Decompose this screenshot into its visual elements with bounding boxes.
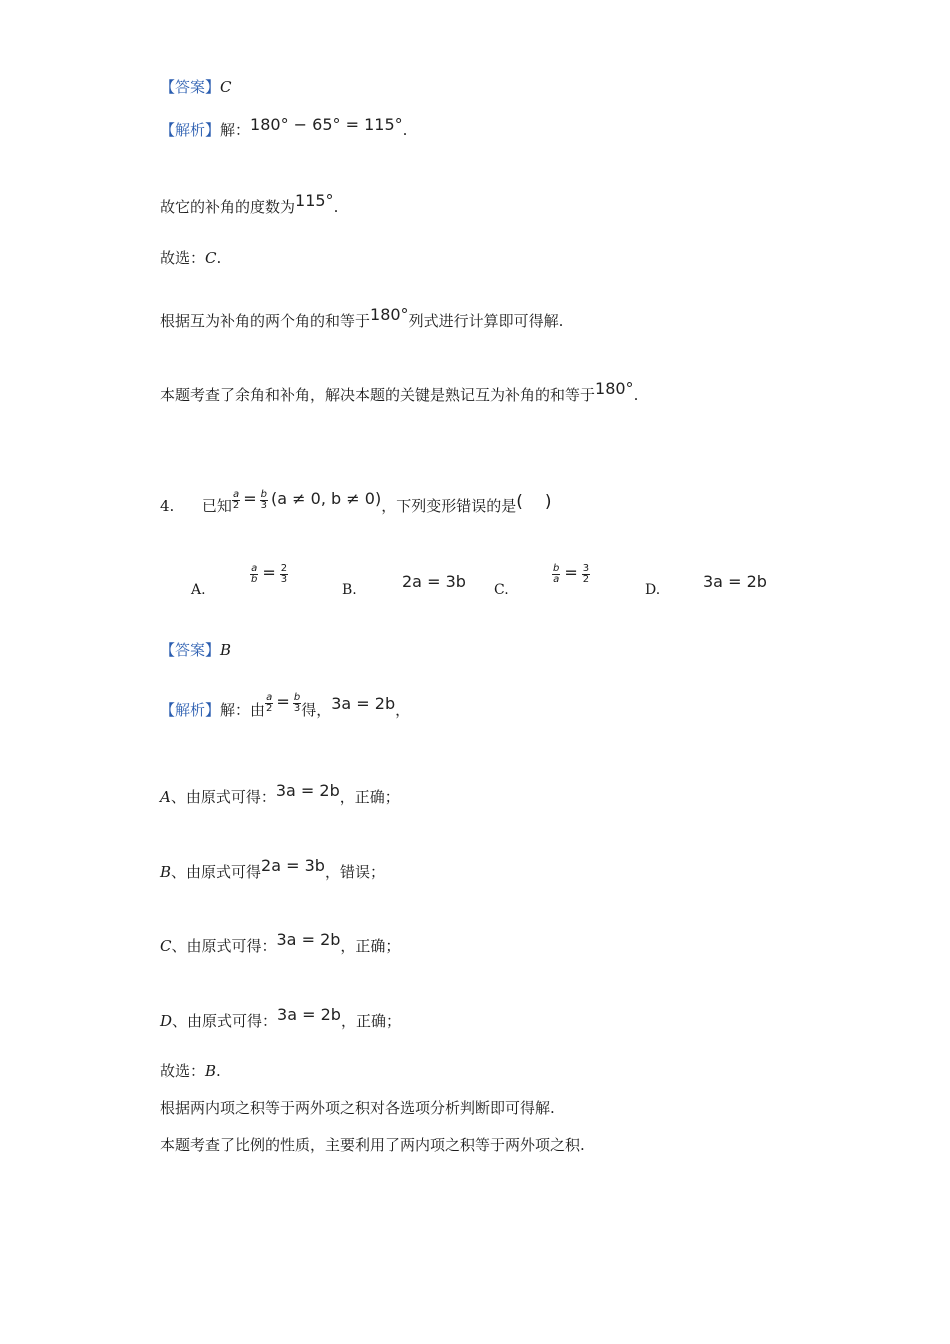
option-c-expression: $\frac{b}{a}$ = $\frac{3}{2}$ xyxy=(553,562,590,585)
select-text: 故选： xyxy=(160,249,206,267)
answer-paren-close: ) xyxy=(544,492,552,512)
period: . xyxy=(216,249,222,267)
fraction-b-over-3: $\frac{b}{3}$ xyxy=(260,488,268,511)
option-d-letter: D. xyxy=(645,582,661,598)
method-value: 180° xyxy=(370,305,409,324)
q4-analysis-line xyxy=(160,691,411,722)
method-text-b: 列式进行计算即可得解. xyxy=(408,312,564,330)
analysis-given-equation: $\frac{a}{2}$ = $\frac{b}{3}$ xyxy=(266,691,301,714)
supplement-value: 115° xyxy=(295,191,334,210)
eval-item-c: C、由原式可得：3a = 2b，正确； xyxy=(160,930,401,955)
given-condition: (a ≠ 0, b ≠ 0) xyxy=(271,489,382,508)
period: . xyxy=(402,121,408,139)
answer-paren-open: ( xyxy=(516,492,523,512)
comment-value: 180° xyxy=(595,379,634,398)
given-equation: $\frac{a}{2}$ = $\frac{b}{3}$ (a ≠ 0, b ≠ 0) xyxy=(232,488,382,511)
question-number: 4. xyxy=(160,497,175,515)
eval-item-d: D、由原式可得：3a = 2b，正确； xyxy=(160,1005,401,1030)
de-text: 得， xyxy=(301,701,332,719)
period: . xyxy=(333,198,339,216)
q3-select-line xyxy=(160,248,221,268)
solution-prefix: 解： xyxy=(220,121,251,139)
analysis-tag: 【解析】 xyxy=(160,121,221,139)
q4-method-line: 根据两内项之积等于两外项之积对各选项分析判断即可得解. xyxy=(160,1099,555,1117)
q4-stem xyxy=(160,488,552,518)
q3-method-line xyxy=(160,305,564,331)
q3-answer-line xyxy=(160,77,232,97)
analysis-tag: 【解析】 xyxy=(160,701,221,719)
answer-value: B xyxy=(220,641,232,659)
solution-prefix: 解：由 xyxy=(220,701,266,719)
option-c-letter: C. xyxy=(494,582,509,598)
option-b-expression: 2a = 3b xyxy=(402,572,466,591)
option-d-expression: 3a = 2b xyxy=(703,572,767,591)
q3-analysis-line xyxy=(160,115,408,140)
eval-item-b: B、由原式可得2a = 3b，错误； xyxy=(160,856,385,881)
option-b-letter: B. xyxy=(342,582,357,598)
q4-select-line xyxy=(160,1061,221,1081)
q4-answer-line xyxy=(160,640,231,660)
q3-supplement-line xyxy=(160,191,339,217)
fraction-a-over-2: $\frac{a}{2}$ xyxy=(232,488,240,511)
select-value: B xyxy=(205,1062,217,1080)
q4-comment-line: 本题考查了比例的性质，主要利用了两内项之积等于两外项之积. xyxy=(160,1136,585,1154)
select-text: 故选： xyxy=(160,1062,206,1080)
stem-text-a: 已知 xyxy=(201,497,232,515)
analysis-result: 3a = 2b xyxy=(331,694,396,713)
comma: ， xyxy=(395,701,411,719)
method-text-a: 根据互为补角的两个角的和等于 xyxy=(160,312,371,330)
period: . xyxy=(633,386,639,404)
answer-value: C xyxy=(220,78,232,96)
q3-comment-line xyxy=(160,379,639,405)
eval-item-a: A、由原式可得：3a = 2b，正确； xyxy=(160,781,400,806)
option-a-letter: A. xyxy=(191,582,206,598)
supplement-text: 故它的补角的度数为 xyxy=(160,198,296,216)
option-a-expression: $\frac{a}{b}$ = $\frac{2}{3}$ xyxy=(251,562,288,585)
calc-expression: 180° − 65° = 115° xyxy=(250,115,403,134)
period: . xyxy=(216,1062,221,1080)
answer-tag: 【答案】 xyxy=(160,78,221,96)
comment-text: 本题考查了余角和补角，解决本题的关键是熟记互为补角的和等于 xyxy=(160,386,596,404)
answer-tag: 【答案】 xyxy=(160,641,221,659)
stem-text-b: ，下列变形错误的是 xyxy=(381,497,517,515)
select-value: C xyxy=(205,249,217,267)
